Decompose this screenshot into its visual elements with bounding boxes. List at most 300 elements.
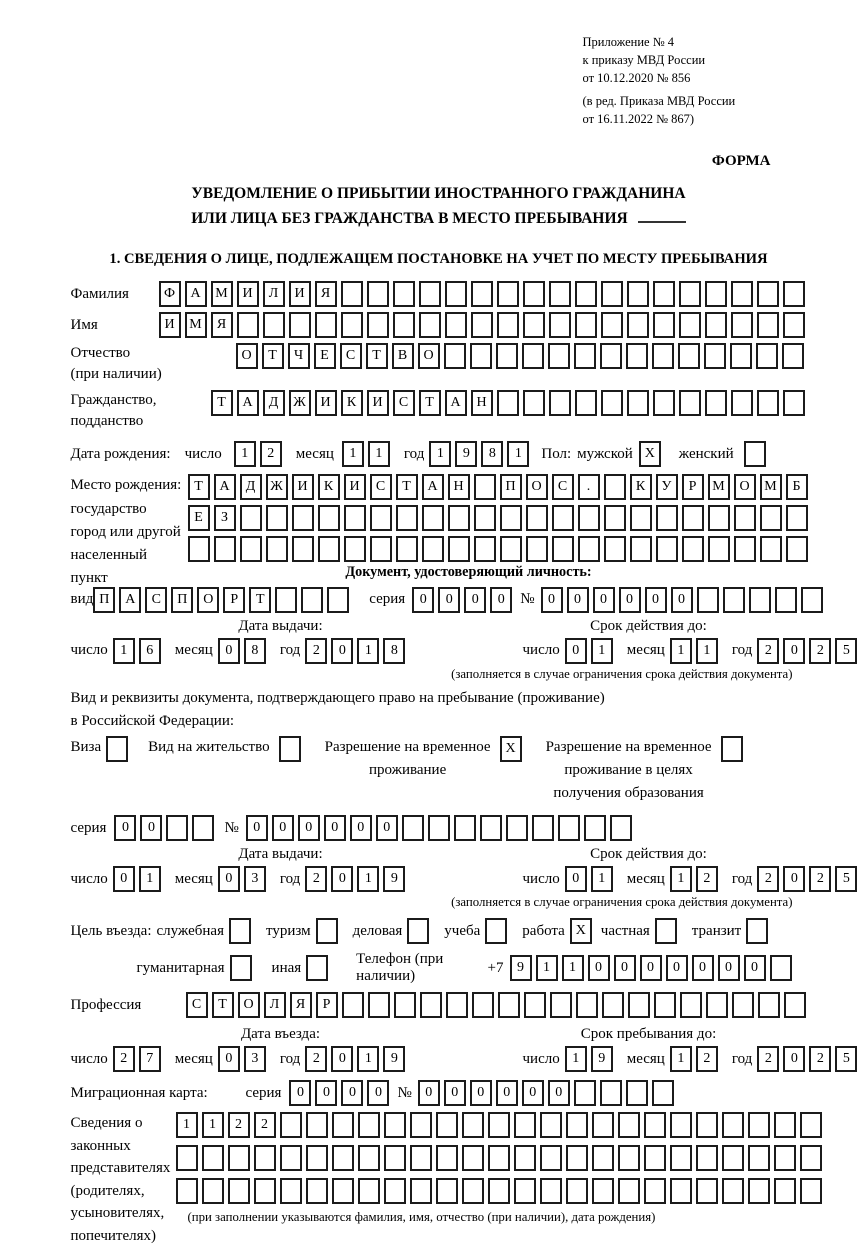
char-cell[interactable] <box>428 815 450 841</box>
char-cell[interactable] <box>670 1145 692 1171</box>
char-cell[interactable]: 0 <box>783 638 805 664</box>
char-cell[interactable] <box>532 815 554 841</box>
char-cell[interactable] <box>410 1178 432 1204</box>
char-cell[interactable] <box>601 390 623 416</box>
char-cell[interactable]: Ф <box>159 281 181 307</box>
char-cell[interactable]: 0 <box>692 955 714 981</box>
char-cell[interactable] <box>306 1112 328 1138</box>
char-cell[interactable] <box>748 1112 770 1138</box>
char-cell[interactable] <box>732 992 754 1018</box>
char-cell[interactable] <box>748 1178 770 1204</box>
char-cell[interactable]: 0 <box>588 955 610 981</box>
purpose-private-checkbox[interactable] <box>655 918 681 944</box>
char-cell[interactable] <box>600 1080 622 1106</box>
char-cell[interactable] <box>731 390 753 416</box>
birth-place-row2[interactable] <box>188 505 812 531</box>
birth-month-cells[interactable] <box>342 441 394 467</box>
char-cell[interactable] <box>757 312 779 338</box>
char-cell[interactable]: Т <box>212 992 234 1018</box>
char-cell[interactable] <box>394 992 416 1018</box>
char-cell[interactable] <box>497 281 519 307</box>
char-cell[interactable]: У <box>656 474 678 500</box>
char-cell[interactable] <box>176 1178 198 1204</box>
char-cell[interactable]: А <box>185 281 207 307</box>
char-cell[interactable] <box>436 1145 458 1171</box>
char-cell[interactable]: 0 <box>464 587 486 613</box>
char-cell[interactable]: 1 <box>342 441 364 467</box>
char-cell[interactable]: А <box>422 474 444 500</box>
char-cell[interactable] <box>618 1112 640 1138</box>
char-cell[interactable] <box>202 1145 224 1171</box>
char-cell[interactable] <box>774 1112 796 1138</box>
char-cell[interactable]: С <box>393 390 415 416</box>
char-cell[interactable] <box>497 390 519 416</box>
char-cell[interactable] <box>462 1145 484 1171</box>
char-cell[interactable] <box>332 1178 354 1204</box>
char-cell[interactable] <box>705 312 727 338</box>
char-cell[interactable]: 2 <box>113 1046 135 1072</box>
char-cell[interactable]: 1 <box>670 866 692 892</box>
char-cell[interactable]: М <box>185 312 207 338</box>
char-cell[interactable]: К <box>341 390 363 416</box>
char-cell[interactable] <box>422 505 444 531</box>
char-cell[interactable]: М <box>708 474 730 500</box>
char-cell[interactable]: А <box>237 390 259 416</box>
char-cell[interactable] <box>592 1178 614 1204</box>
char-cell[interactable] <box>592 1145 614 1171</box>
representatives-row1[interactable] <box>176 1112 826 1138</box>
char-cell[interactable] <box>626 1080 648 1106</box>
char-cell[interactable]: С <box>552 474 574 500</box>
char-cell[interactable] <box>523 312 545 338</box>
char-cell[interactable] <box>341 281 363 307</box>
char-cell[interactable] <box>301 587 323 613</box>
char-cell[interactable] <box>748 1145 770 1171</box>
char-cell[interactable] <box>332 1145 354 1171</box>
char-cell[interactable]: О <box>236 343 258 369</box>
char-cell[interactable]: О <box>197 587 219 613</box>
char-cell[interactable] <box>316 918 338 944</box>
char-cell[interactable]: 0 <box>218 866 240 892</box>
char-cell[interactable]: Е <box>314 343 336 369</box>
char-cell[interactable] <box>263 312 285 338</box>
char-cell[interactable]: 1 <box>357 1046 379 1072</box>
char-cell[interactable] <box>420 992 442 1018</box>
char-cell[interactable]: 2 <box>305 866 327 892</box>
char-cell[interactable] <box>630 505 652 531</box>
char-cell[interactable]: 5 <box>835 638 857 664</box>
stay-year-cells[interactable] <box>757 1046 861 1072</box>
char-cell[interactable]: 1 <box>536 955 558 981</box>
char-cell[interactable]: X <box>570 918 592 944</box>
char-cell[interactable] <box>627 390 649 416</box>
char-cell[interactable]: 2 <box>305 1046 327 1072</box>
char-cell[interactable] <box>422 536 444 562</box>
char-cell[interactable] <box>574 1080 596 1106</box>
char-cell[interactable] <box>652 1080 674 1106</box>
char-cell[interactable]: А <box>119 587 141 613</box>
char-cell[interactable]: 1 <box>562 955 584 981</box>
char-cell[interactable]: 0 <box>367 1080 389 1106</box>
char-cell[interactable]: 0 <box>666 955 688 981</box>
char-cell[interactable] <box>730 343 752 369</box>
char-cell[interactable] <box>656 505 678 531</box>
char-cell[interactable] <box>410 1112 432 1138</box>
char-cell[interactable]: 0 <box>298 815 320 841</box>
char-cell[interactable] <box>526 505 548 531</box>
char-cell[interactable]: 1 <box>176 1112 198 1138</box>
char-cell[interactable] <box>396 505 418 531</box>
char-cell[interactable] <box>708 536 730 562</box>
char-cell[interactable] <box>697 587 719 613</box>
char-cell[interactable] <box>358 1145 380 1171</box>
char-cell[interactable] <box>289 312 311 338</box>
char-cell[interactable]: 5 <box>835 866 857 892</box>
char-cell[interactable] <box>576 992 598 1018</box>
char-cell[interactable]: С <box>370 474 392 500</box>
char-cell[interactable] <box>678 343 700 369</box>
char-cell[interactable] <box>396 536 418 562</box>
char-cell[interactable] <box>550 992 572 1018</box>
char-cell[interactable] <box>448 536 470 562</box>
char-cell[interactable] <box>744 441 766 467</box>
char-cell[interactable] <box>746 918 768 944</box>
char-cell[interactable] <box>627 312 649 338</box>
char-cell[interactable] <box>332 1112 354 1138</box>
purpose-transit-checkbox[interactable] <box>746 918 772 944</box>
char-cell[interactable] <box>470 343 492 369</box>
char-cell[interactable]: 9 <box>383 866 405 892</box>
char-cell[interactable] <box>488 1178 510 1204</box>
char-cell[interactable] <box>485 918 507 944</box>
char-cell[interactable] <box>592 1112 614 1138</box>
char-cell[interactable]: И <box>292 474 314 500</box>
char-cell[interactable] <box>760 505 782 531</box>
char-cell[interactable] <box>679 390 701 416</box>
char-cell[interactable] <box>552 536 574 562</box>
char-cell[interactable] <box>498 992 520 1018</box>
char-cell[interactable]: Р <box>223 587 245 613</box>
char-cell[interactable] <box>410 1145 432 1171</box>
char-cell[interactable] <box>540 1112 562 1138</box>
char-cell[interactable]: И <box>237 281 259 307</box>
char-cell[interactable] <box>756 343 778 369</box>
char-cell[interactable]: X <box>500 736 522 762</box>
char-cell[interactable] <box>523 390 545 416</box>
char-cell[interactable] <box>786 505 808 531</box>
char-cell[interactable] <box>446 992 468 1018</box>
char-cell[interactable] <box>734 536 756 562</box>
char-cell[interactable] <box>552 505 574 531</box>
purpose-work-checkbox[interactable] <box>570 918 596 944</box>
char-cell[interactable] <box>784 992 806 1018</box>
char-cell[interactable]: 1 <box>507 441 529 467</box>
char-cell[interactable]: 1 <box>113 638 135 664</box>
char-cell[interactable] <box>566 1145 588 1171</box>
char-cell[interactable]: 5 <box>835 1046 857 1072</box>
char-cell[interactable]: 9 <box>591 1046 613 1072</box>
doc2-valid-month[interactable] <box>670 866 722 892</box>
char-cell[interactable] <box>407 918 429 944</box>
female-checkbox[interactable] <box>744 441 770 467</box>
char-cell[interactable] <box>471 281 493 307</box>
char-cell[interactable]: 1 <box>139 866 161 892</box>
char-cell[interactable] <box>644 1145 666 1171</box>
char-cell[interactable] <box>774 1145 796 1171</box>
char-cell[interactable]: . <box>578 474 600 500</box>
purpose-humanitarian-checkbox[interactable] <box>230 955 256 981</box>
char-cell[interactable]: Я <box>290 992 312 1018</box>
char-cell[interactable]: 1 <box>696 638 718 664</box>
char-cell[interactable] <box>497 312 519 338</box>
char-cell[interactable]: 1 <box>368 441 390 467</box>
doc2-valid-year[interactable] <box>757 866 861 892</box>
entry-year-cells[interactable] <box>305 1046 409 1072</box>
char-cell[interactable] <box>275 587 297 613</box>
char-cell[interactable]: 0 <box>593 587 615 613</box>
entry-month-cells[interactable] <box>218 1046 270 1072</box>
char-cell[interactable]: К <box>630 474 652 500</box>
stay-month-cells[interactable] <box>670 1046 722 1072</box>
char-cell[interactable] <box>514 1145 536 1171</box>
char-cell[interactable] <box>506 815 528 841</box>
char-cell[interactable] <box>254 1145 276 1171</box>
char-cell[interactable]: 2 <box>305 638 327 664</box>
char-cell[interactable]: 0 <box>418 1080 440 1106</box>
char-cell[interactable] <box>419 312 441 338</box>
representatives-row3[interactable] <box>176 1178 826 1204</box>
char-cell[interactable] <box>604 505 626 531</box>
char-cell[interactable] <box>474 474 496 500</box>
char-cell[interactable]: 0 <box>645 587 667 613</box>
char-cell[interactable]: 0 <box>140 815 162 841</box>
char-cell[interactable]: З <box>214 505 236 531</box>
char-cell[interactable] <box>653 390 675 416</box>
char-cell[interactable] <box>526 536 548 562</box>
char-cell[interactable] <box>601 281 623 307</box>
char-cell[interactable]: 0 <box>548 1080 570 1106</box>
char-cell[interactable] <box>618 1178 640 1204</box>
char-cell[interactable]: 1 <box>670 638 692 664</box>
char-cell[interactable] <box>696 1112 718 1138</box>
char-cell[interactable] <box>578 536 600 562</box>
char-cell[interactable] <box>653 281 675 307</box>
char-cell[interactable]: И <box>289 281 311 307</box>
char-cell[interactable]: 0 <box>718 955 740 981</box>
migration-number-cells[interactable] <box>418 1080 678 1106</box>
char-cell[interactable] <box>696 1145 718 1171</box>
char-cell[interactable]: И <box>315 390 337 416</box>
char-cell[interactable] <box>448 505 470 531</box>
temp-permit-edu-checkbox[interactable] <box>721 736 747 762</box>
char-cell[interactable] <box>436 1112 458 1138</box>
char-cell[interactable] <box>574 343 596 369</box>
char-cell[interactable] <box>344 505 366 531</box>
char-cell[interactable]: Я <box>315 281 337 307</box>
char-cell[interactable]: 0 <box>783 1046 805 1072</box>
char-cell[interactable]: 2 <box>809 1046 831 1072</box>
char-cell[interactable]: 0 <box>783 866 805 892</box>
char-cell[interactable]: 1 <box>357 638 379 664</box>
char-cell[interactable]: В <box>392 343 414 369</box>
char-cell[interactable]: 9 <box>455 441 477 467</box>
purpose-other-checkbox[interactable] <box>306 955 332 981</box>
char-cell[interactable]: 0 <box>218 638 240 664</box>
char-cell[interactable]: 0 <box>619 587 641 613</box>
char-cell[interactable] <box>240 505 262 531</box>
char-cell[interactable]: Е <box>188 505 210 531</box>
char-cell[interactable]: 0 <box>490 587 512 613</box>
char-cell[interactable] <box>488 1145 510 1171</box>
char-cell[interactable] <box>188 536 210 562</box>
char-cell[interactable] <box>770 955 792 981</box>
char-cell[interactable] <box>254 1178 276 1204</box>
char-cell[interactable]: 0 <box>113 866 135 892</box>
char-cell[interactable]: 0 <box>331 1046 353 1072</box>
char-cell[interactable] <box>280 1145 302 1171</box>
char-cell[interactable] <box>280 1178 302 1204</box>
char-cell[interactable] <box>318 505 340 531</box>
char-cell[interactable] <box>462 1178 484 1204</box>
char-cell[interactable]: 9 <box>510 955 532 981</box>
char-cell[interactable]: Ж <box>289 390 311 416</box>
char-cell[interactable] <box>318 536 340 562</box>
char-cell[interactable]: 0 <box>341 1080 363 1106</box>
char-cell[interactable]: 1 <box>429 441 451 467</box>
char-cell[interactable]: 2 <box>809 866 831 892</box>
char-cell[interactable]: 0 <box>350 815 372 841</box>
char-cell[interactable]: Т <box>262 343 284 369</box>
char-cell[interactable] <box>228 1145 250 1171</box>
char-cell[interactable]: 0 <box>218 1046 240 1072</box>
char-cell[interactable] <box>775 587 797 613</box>
char-cell[interactable]: 0 <box>496 1080 518 1106</box>
birth-place-row1[interactable] <box>188 474 812 500</box>
char-cell[interactable] <box>370 505 392 531</box>
char-cell[interactable] <box>670 1178 692 1204</box>
doc-number-cells[interactable] <box>541 587 827 613</box>
char-cell[interactable] <box>472 992 494 1018</box>
char-cell[interactable] <box>327 587 349 613</box>
char-cell[interactable]: И <box>159 312 181 338</box>
char-cell[interactable] <box>783 390 805 416</box>
char-cell[interactable]: 0 <box>289 1080 311 1106</box>
char-cell[interactable] <box>229 918 251 944</box>
char-cell[interactable] <box>488 1112 510 1138</box>
char-cell[interactable] <box>760 536 782 562</box>
char-cell[interactable] <box>315 312 337 338</box>
birth-year-cells[interactable] <box>429 441 533 467</box>
char-cell[interactable]: 0 <box>614 955 636 981</box>
char-cell[interactable]: 0 <box>114 815 136 841</box>
char-cell[interactable] <box>734 505 756 531</box>
char-cell[interactable] <box>367 281 389 307</box>
doc2-issue-day[interactable] <box>113 866 165 892</box>
char-cell[interactable] <box>601 312 623 338</box>
char-cell[interactable]: 0 <box>444 1080 466 1106</box>
entry-day-cells[interactable] <box>113 1046 165 1072</box>
char-cell[interactable] <box>800 1145 822 1171</box>
char-cell[interactable]: Р <box>316 992 338 1018</box>
residence-number-cells[interactable] <box>246 815 636 841</box>
char-cell[interactable] <box>655 918 677 944</box>
char-cell[interactable]: 2 <box>757 638 779 664</box>
char-cell[interactable] <box>230 955 252 981</box>
char-cell[interactable] <box>462 1112 484 1138</box>
char-cell[interactable] <box>384 1145 406 1171</box>
char-cell[interactable]: 0 <box>565 866 587 892</box>
char-cell[interactable] <box>786 536 808 562</box>
char-cell[interactable] <box>368 992 390 1018</box>
char-cell[interactable] <box>540 1178 562 1204</box>
char-cell[interactable]: И <box>344 474 366 500</box>
stay-day-cells[interactable] <box>565 1046 617 1072</box>
char-cell[interactable] <box>721 736 743 762</box>
char-cell[interactable]: С <box>340 343 362 369</box>
char-cell[interactable] <box>306 955 328 981</box>
migration-series-cells[interactable] <box>289 1080 393 1106</box>
char-cell[interactable]: 0 <box>331 866 353 892</box>
char-cell[interactable] <box>480 815 502 841</box>
char-cell[interactable]: 0 <box>331 638 353 664</box>
char-cell[interactable]: Н <box>471 390 493 416</box>
char-cell[interactable] <box>393 312 415 338</box>
doc-series-cells[interactable] <box>412 587 516 613</box>
char-cell[interactable] <box>696 1178 718 1204</box>
char-cell[interactable] <box>306 1178 328 1204</box>
char-cell[interactable] <box>474 505 496 531</box>
char-cell[interactable] <box>306 1145 328 1171</box>
char-cell[interactable] <box>584 815 606 841</box>
char-cell[interactable]: Т <box>419 390 441 416</box>
char-cell[interactable] <box>800 1178 822 1204</box>
char-cell[interactable] <box>523 281 545 307</box>
doc1-valid-year[interactable] <box>757 638 861 664</box>
char-cell[interactable] <box>604 474 626 500</box>
char-cell[interactable]: 8 <box>244 638 266 664</box>
char-cell[interactable] <box>731 281 753 307</box>
char-cell[interactable] <box>279 736 301 762</box>
char-cell[interactable] <box>548 343 570 369</box>
char-cell[interactable]: К <box>318 474 340 500</box>
purpose-business-checkbox[interactable] <box>407 918 433 944</box>
char-cell[interactable] <box>514 1112 536 1138</box>
char-cell[interactable] <box>782 343 804 369</box>
char-cell[interactable]: 2 <box>696 1046 718 1072</box>
char-cell[interactable] <box>628 992 650 1018</box>
char-cell[interactable]: 7 <box>139 1046 161 1072</box>
char-cell[interactable] <box>176 1145 198 1171</box>
char-cell[interactable] <box>280 1112 302 1138</box>
char-cell[interactable] <box>708 505 730 531</box>
char-cell[interactable] <box>705 390 727 416</box>
char-cell[interactable]: А <box>214 474 236 500</box>
char-cell[interactable] <box>240 536 262 562</box>
char-cell[interactable]: Н <box>448 474 470 500</box>
char-cell[interactable]: 0 <box>640 955 662 981</box>
char-cell[interactable] <box>757 390 779 416</box>
char-cell[interactable]: П <box>500 474 522 500</box>
char-cell[interactable] <box>292 505 314 531</box>
char-cell[interactable]: 0 <box>412 587 434 613</box>
char-cell[interactable] <box>228 1178 250 1204</box>
char-cell[interactable] <box>358 1178 380 1204</box>
char-cell[interactable] <box>578 505 600 531</box>
char-cell[interactable]: Т <box>396 474 418 500</box>
char-cell[interactable] <box>445 312 467 338</box>
char-cell[interactable] <box>166 815 188 841</box>
char-cell[interactable]: 2 <box>228 1112 250 1138</box>
